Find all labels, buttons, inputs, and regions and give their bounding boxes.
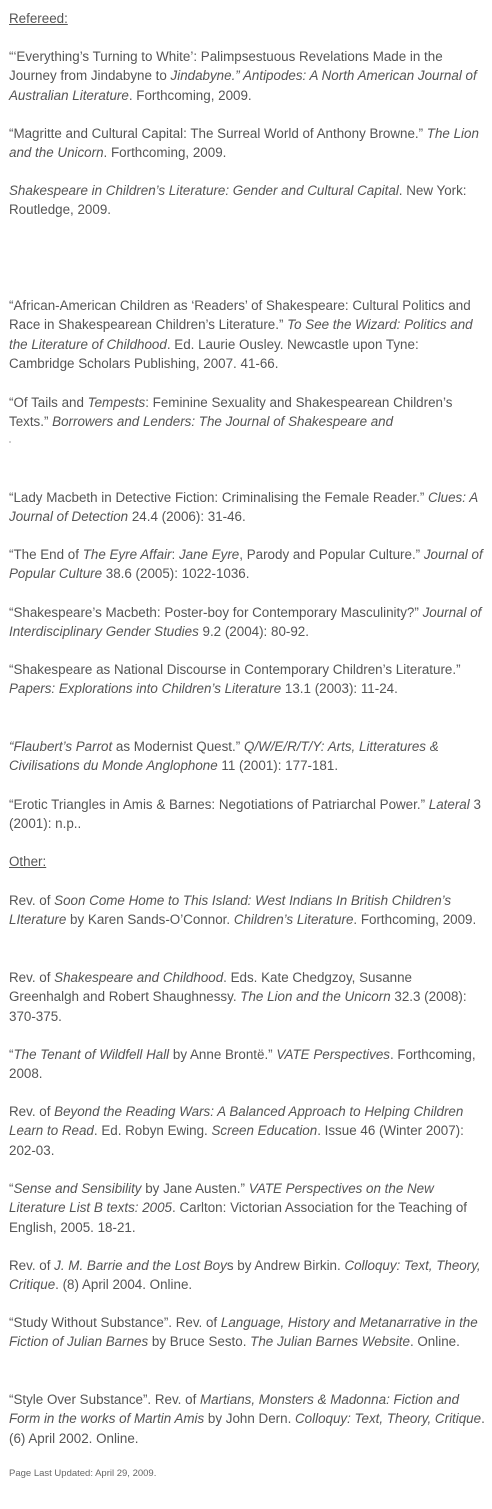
review-entry: Rev. of Beyond the Reading Wars: A Balanced Approach to Helping Children Learn to Read. Ed. Robyn Ewing. Screen Education. Issue 46 (Winter 2007): 202-03. (9, 1104, 464, 1158)
publication-entry: Shakespeare in Children’s Literature: Gender and Cultural Capital. New York: Routledge, 2009. (9, 183, 467, 218)
review-entry: Rev. of J. M. Barrie and the Lost Boys by Andrew Birkin. Colloquy: Text, Theory, Critique. (8) April 2004. Online. (9, 1258, 481, 1293)
publication-entry: “Shakespeare as National Discourse in Contemporary Children’s Literature.” Papers: Explorations into Children’s Literature 13.1 (2003): 11-24. (9, 662, 461, 697)
publication-entry: “Erotic Triangles in Amis & Barnes: Negotiations of Patriarchal Power.” Lateral 3 (2001): n.p.. (9, 797, 481, 832)
refereed-heading: Refereed: (9, 11, 68, 26)
review-entry: Rev. of Shakespeare and Childhood. Eds. Kate Chedgzoy, Susanne Greenhalgh and Robert Shaughnessy. The Lion and the Unicorn 32.3 (2008): 370-375. (9, 970, 467, 1024)
review-entry: “Sense and Sensibility by Jane Austen.” VATE Perspectives on the New Literature List B texts: 2005. Carlton: Victorian Association for the Teaching of English, 2005. 18-21. (9, 1181, 468, 1235)
publication-entry: “Of Tails and Tempests: Feminine Sexuality and Shakespearean Children’s Texts.” Borrowers and Lenders: The Journal of Shakespeare and (9, 395, 453, 430)
other-heading: Other: (9, 854, 47, 869)
publication-entry: “Shakespeare’s Macbeth: Poster-boy for Contemporary Masculinity?” Journal of Interdisciplinary Gender Studies 9.2 (2004): 80-92. (9, 605, 482, 640)
review-entry: Rev. of Soon Come Home to This Island: West Indians In British Children’s LIterature by Karen Sands-O’Connor. Children’s Literature. Forthcoming, 2009. (9, 893, 477, 928)
publication-entry: “Lady Macbeth in Detective Fiction: Criminalising the Female Reader.” Clues: A Journal of Detection 24.4 (2006): 31-46. (9, 490, 478, 525)
publication-entry: “‘Everything’s Turning to White’: Palimpsestuous Revelations Made in the Journey from Jindabyne to Jindabyne.” Antipodes: A North American Journal of Australian Literature. Forthcoming, 2009. (9, 49, 477, 103)
review-entry: “The Tenant of Wildfell Hall by Anne Brontë.” VATE Perspectives. Forthcoming, 2008. (9, 1047, 476, 1082)
page-footer: Page Last Updated: April 29, 2009. (9, 1468, 157, 1479)
publication-entry: “African-American Children as ‘Readers’ of Shakespeare: Cultural Politics and Race in Shakespearean Children’s Literature.” To See the Wizard: Politics and the Literature of Childhood. Ed. Laurie Ousley. Newcastle upon Tyne: Cambridge Scholars Publishing, 2007. 41-66. (9, 298, 473, 372)
publication-entry: “Magritte and Cultural Capital: The Surreal World of Anthony Browne.” The Lion and the Unicorn. Forthcoming, 2009. (9, 126, 479, 161)
page-mark (9, 441, 11, 443)
publication-entry: “The End of The Eyre Affair: Jane Eyre, Parody and Popular Culture.” Journal of Popular Culture 38.6 (2005): 1022-1036. (9, 547, 483, 582)
review-entry: “Study Without Substance”. Rev. of Language, History and Metanarrative in the Fiction of Julian Barnes by Bruce Sesto. The Julian Barnes Website. Online. (9, 1315, 478, 1350)
review-entry: “Style Over Substance”. Rev. of Martians, Monsters & Madonna: Fiction and Form in the works of Martin Amis by John Dern. Colloquy: Text, Theory, Critique. (6) April 2002. Online. (9, 1392, 485, 1446)
publication-entry: “Flaubert’s Parrot as Modernist Quest.” Q/W/E/R/T/Y: Arts, Litteratures & Civilisations du Monde Anglophone 11 (2001): 177-181. (9, 739, 439, 774)
